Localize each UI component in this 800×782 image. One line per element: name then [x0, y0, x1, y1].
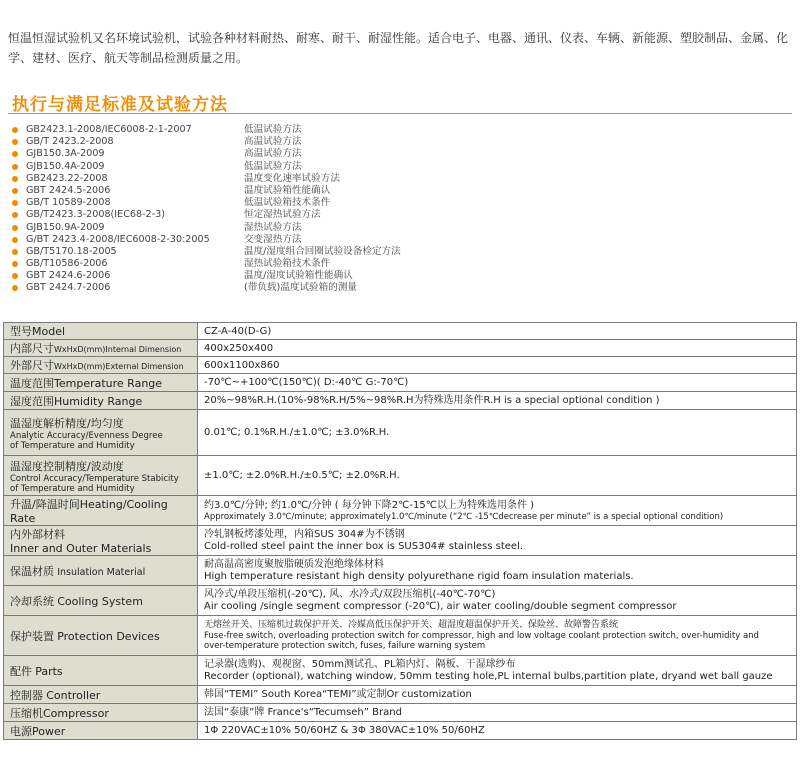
spec-value: 约3.0℃/分钟; 约1.0℃/分钟 ( 每分钟下降2℃-15℃以上为特殊选用条件 ) Approximately 3.0℃/minute; approximately1.0℃/minute (“2℃ -15℃decrease per minute” is a special optional condition)	[198, 496, 797, 526]
bullet-dot-icon	[12, 188, 18, 194]
spec-row-inner-dimension	[4, 340, 797, 357]
spec-value: 1Φ 220VAC±10% 50/60HZ & 3Φ 380VAC±10% 50/60HZ	[198, 722, 797, 740]
bullet-dot-icon	[12, 261, 18, 267]
standard-item: GB/T 2423.2-2008 高温试验方法	[12, 136, 572, 148]
spec-label: 温湿度控制精度/波动度 Control Accuracy/Temperature Stabicity of Temperature and Humidity	[4, 456, 198, 496]
standard-item: G/BT 2423.4-2008/IEC6008-2-30:2005 交变湿热方法	[12, 234, 572, 246]
spec-row-model	[4, 323, 797, 340]
spec-label: 冷却系统 Cooling System	[4, 586, 198, 616]
standard-item: GB2423.1-2008/IEC6008-2-1-2007 低温试验方法	[12, 124, 572, 136]
spec-row-power	[4, 722, 797, 740]
standard-item: GB2423.22-2008 温度变化速率试验方法	[12, 173, 572, 185]
spec-label: 保护装置 Protection Devices	[4, 616, 198, 656]
bullet-dot-icon	[12, 285, 18, 291]
bullet-dot-icon	[12, 200, 18, 206]
spec-row-compressor	[4, 704, 797, 722]
spec-label: 温湿度解析精度/均匀度 Analytic Accuracy/Evenness Degree of Temperature and Humidity	[4, 410, 198, 456]
spec-row-parts	[4, 656, 797, 686]
spec-row-controller	[4, 686, 797, 704]
spec-value: 无熔丝开关、压缩机过载保护开关、冷媒高低压保护开关、超湿度超温保护开关、保险丝、故障警告系统 Fuse-free switch, overloading protection switch for compressor, high and low voltage coolant protection switch, over-humidity and over-temperature protection switch, fuses, failure warning system	[198, 616, 797, 656]
bullet-dot-icon	[12, 176, 18, 182]
spec-value: 400x250x400	[198, 340, 797, 357]
spec-value: 20%~98%R.H.(10%-98%R.H/5%~98%R.H为特殊选用条件R.H is a special optional condition )	[198, 392, 797, 410]
standard-item: GBT 2424.6-2006 温度/湿度试验箱性能确认	[12, 270, 572, 282]
spec-row-humidity-range	[4, 392, 797, 410]
spec-label: 温度范围Temperature Range	[4, 374, 198, 392]
spec-row-temperature-range	[4, 374, 797, 392]
intro-paragraph: 恒温恒湿试验机又名环境试验机，试验各种材料耐热、耐寒、耐干、耐湿性能。适合电子、电器、通讯、仪表、车辆、新能源、塑胶制品、金属、化学、建材、医疗、航天等制品检测质量之用。	[8, 31, 789, 65]
standard-item: GB/T10586-2006 湿热试验箱技术条件	[12, 258, 572, 270]
spec-row-analytic-accuracy	[4, 410, 797, 456]
spec-value: 韩国“TEMI” South Korea“TEMI”或定制Or customization	[198, 686, 797, 704]
spec-table	[3, 322, 797, 740]
spec-value: 风冷式/单段压缩机(-20℃), 风、水冷式/双段压缩机(-40℃-70℃) Air cooling /single segment compressor (-20℃), air water cooling/double segment compressor	[198, 586, 797, 616]
spec-label: 升温/降温时间Heating/Cooling Rate	[4, 496, 198, 526]
standard-item: GB/T2423.3-2008(IEC68-2-3) 恒定湿热试验方法	[12, 209, 572, 221]
spec-row-materials	[4, 526, 797, 556]
standard-item: GJB150.4A-2009 低温试验方法	[12, 161, 572, 173]
standards-list	[12, 124, 572, 295]
spec-label: 外部尺寸WxHxD(mm)External Dimension	[4, 357, 198, 374]
standard-item: GB/T5170.18-2005 温度/湿度组合回圈试验设备检定方法	[12, 246, 572, 258]
standard-item: GB/T 10589-2008 低温试验箱技术条件	[12, 197, 572, 209]
spec-label: 型号Model	[4, 323, 198, 340]
spec-label: 保温材质 Insulation Material	[4, 556, 198, 586]
spec-value: ±1.0℃; ±2.0%R.H./±0.5℃; ±2.0%R.H.	[198, 456, 797, 496]
spec-label: 配件 Parts	[4, 656, 198, 686]
spec-row-heating-cooling-rate	[4, 496, 797, 526]
spec-label: 控制器 Controller	[4, 686, 198, 704]
spec-value: 记录器(选购)、观视窗、50mm测试孔、PL箱内灯、隔板、干湿球纱布 Recorder (optional), watching window, 50mm testing hole,PL internal bulbs,partition plate, dryand wet ball gauze	[198, 656, 797, 686]
spec-row-insulation	[4, 556, 797, 586]
section-title: 执行与满足标准及试验方法	[12, 95, 228, 115]
spec-label: 压缩机Compressor	[4, 704, 198, 722]
bullet-dot-icon	[12, 127, 18, 133]
bullet-dot-icon	[12, 273, 18, 279]
spec-row-protection-devices	[4, 616, 797, 656]
spec-label: 电源Power	[4, 722, 198, 740]
standard-item: GJB150.9A-2009 湿热试验方法	[12, 222, 572, 234]
bullet-dot-icon	[12, 237, 18, 243]
spec-value: 600x1100x860	[198, 357, 797, 374]
standard-item: GBT 2424.5-2006 温度试验箱性能确认	[12, 185, 572, 197]
standard-item: GJB150.3A-2009 高温试验方法	[12, 148, 572, 160]
bullet-dot-icon	[12, 212, 18, 218]
bullet-dot-icon	[12, 249, 18, 255]
bullet-dot-icon	[12, 151, 18, 157]
spec-row-external-dimension	[4, 357, 797, 374]
spec-row-cooling-system	[4, 586, 797, 616]
bullet-dot-icon	[12, 225, 18, 231]
spec-label: 湿度范围Humidity Range	[4, 392, 198, 410]
spec-label: 内外部材料 Inner and Outer Materials	[4, 526, 198, 556]
spec-value: 耐高温高密度聚胺脂硬质发泡绝缘体材料 High temperature resistant high density polyurethane rigid foam insulation materials.	[198, 556, 797, 586]
spec-value: -70℃~+100℃(150℃)( D:-40℃ G:-70℃)	[198, 374, 797, 392]
bullet-dot-icon	[12, 164, 18, 170]
spec-value: 法国“泰康”牌 France's“Tecumseh” Brand	[198, 704, 797, 722]
spec-value: 0.01℃; 0.1%R.H./±1.0℃; ±3.0%R.H.	[198, 410, 797, 456]
bullet-dot-icon	[12, 139, 18, 145]
spec-value: 冷轧钢板烤漆处理，内箱SUS 304#为不锈钢 Cold-rolled steel paint the inner box is SUS304# stainless steel.	[198, 526, 797, 556]
spec-value: CZ-A-40(D-G)	[198, 323, 797, 340]
title-divider	[8, 113, 792, 114]
spec-row-control-accuracy	[4, 456, 797, 496]
spec-label: 内部尺寸WxHxD(mm)Internal Dimension	[4, 340, 198, 357]
standard-item: GBT 2424.7-2006 (带负载)温度试验箱的测量	[12, 282, 572, 294]
